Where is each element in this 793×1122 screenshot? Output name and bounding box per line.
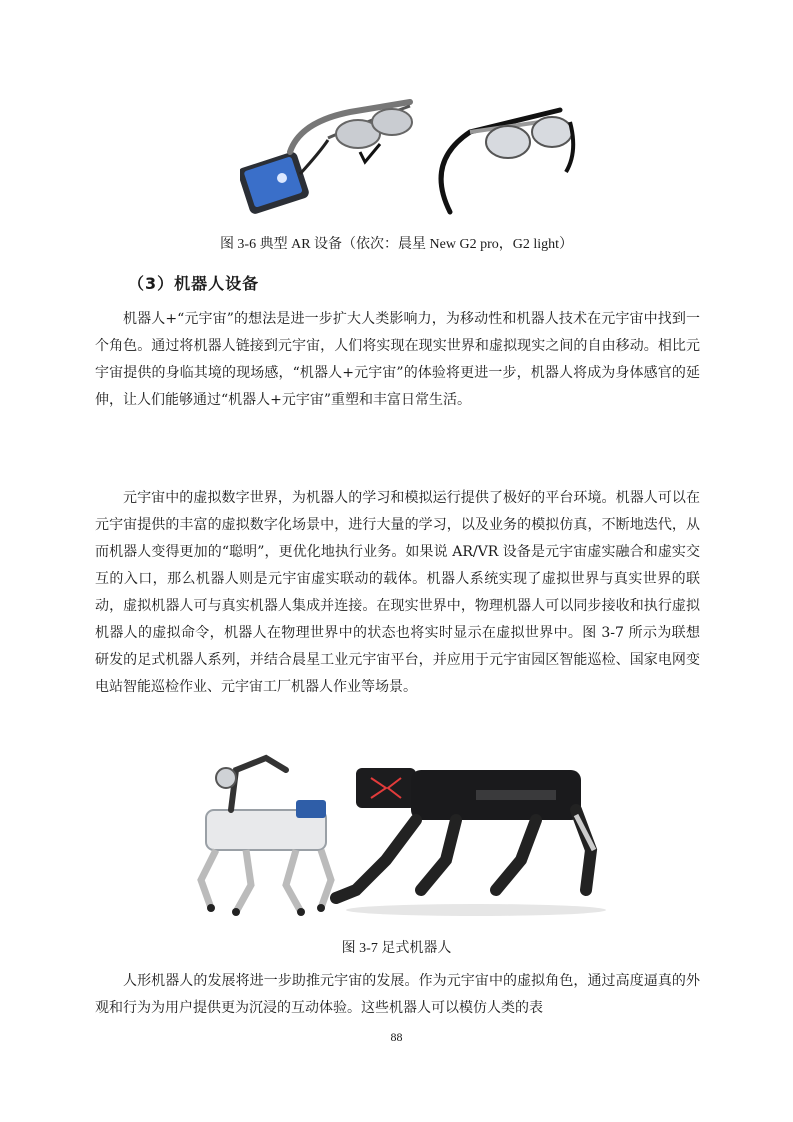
- paragraph-2: 元宇宙中的虚拟数字世界，为机器人的学习和模拟运行提供了极好的平台环境。机器人可以在元宇宙提供的丰富的虚拟数字化场景中，进行大量的学习，以及业务的模拟仿真，不断地迭代，从而机器人变得更加的“聪明”，更优化地执行业务。如果说 AR/VR 设备是元宇宙虚实融合和虚实交互的入口，那么机器人则是元宇宙虚实联动的载体。机器人系统实现了虚拟世界与真实世界的联动，虚拟机器人可与真实机器人集成并连接。在现实世界中，物理机器人可以同步接收和执行虚拟机器人的虚拟命令，机器人在物理世界中的状态也将实时显示在虚拟世界中。图 3-7 所示为联想研发的足式机器人系列，并结合晨星工业元宇宙平台，并应用于元宇宙园区智能巡检、国家电网变电站智能巡检作业、元宇宙工厂机器人作业等场景。: [95, 490, 700, 695]
- ar-devices-image: [240, 92, 580, 220]
- robot-dog-with-arm-icon: [201, 758, 331, 916]
- figure-3-7-caption: 图 3-7 足式机器人: [341, 941, 452, 956]
- robot-dog-black-icon: [336, 768, 606, 916]
- ar-glasses-g2-pro-icon: [290, 102, 412, 162]
- paragraph-1: 机器人+“元宇宙”的想法是进一步扩大人类影响力，为移动性和机器人技术在元宇宙中找到一个角色。通过将机器人链接到元宇宙，人们将实现在现实世界和虚拟现实之间的自由移动。相比元宇宙提供的身临其境的现场感，“机器人+元宇宙”的体验将更进一步，机器人将成为身体感官的延伸，让人们能够通过“机器人+元宇宙”重塑和丰富日常生活。: [95, 311, 700, 408]
- figure-3-6-caption: 图 3-6 典型 AR 设备（依次：晨星 New G2 pro，G2 light）: [219, 237, 574, 252]
- page-number: 88: [390, 1030, 403, 1044]
- section-heading: （3）机器人设备: [128, 274, 260, 293]
- ar-glasses-g2-light-icon: [441, 110, 573, 212]
- paragraph-3: 人形机器人的发展将进一步助推元宇宙的发展。作为元宇宙中的虚拟角色，通过高度逼真的外观和行为为用户提供更为沉浸的互动体验。这些机器人可以模仿人类的表: [95, 973, 700, 1016]
- smartphone-icon: [240, 151, 310, 216]
- legged-robots-image: [176, 740, 626, 922]
